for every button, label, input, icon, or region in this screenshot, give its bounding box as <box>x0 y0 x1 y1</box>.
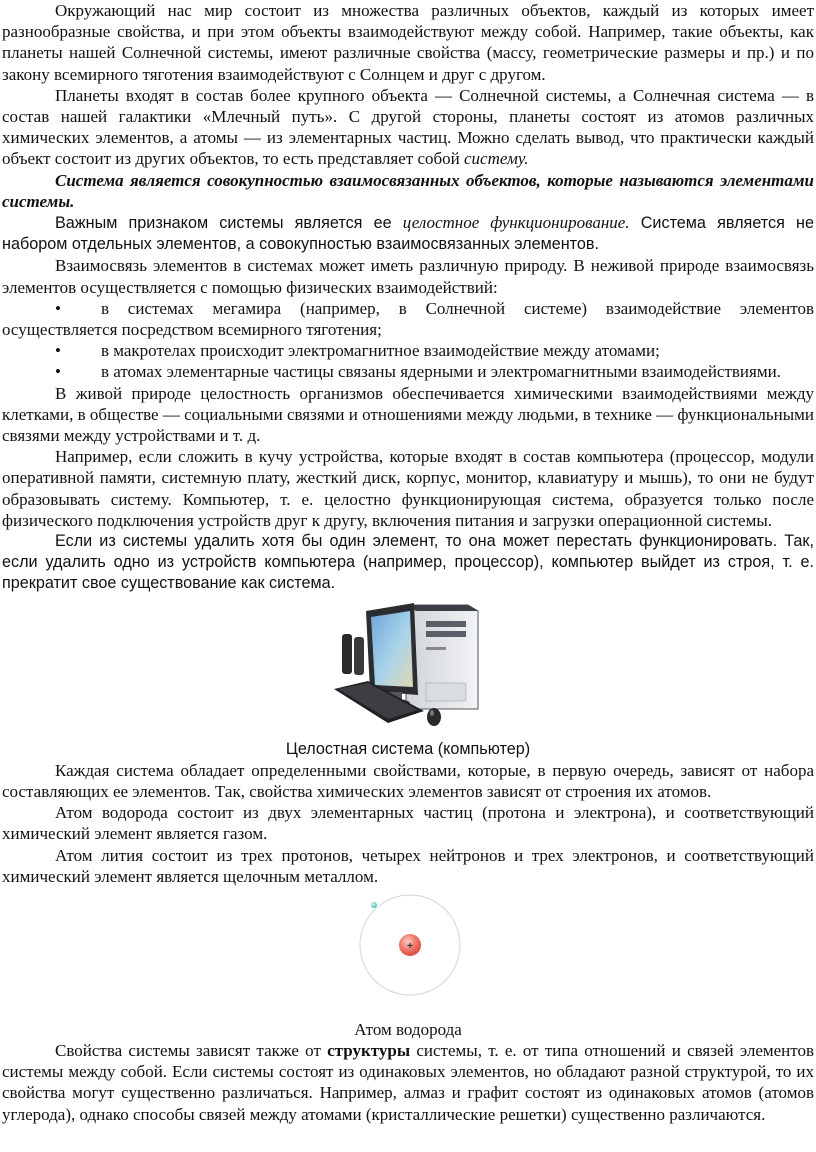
paragraph-planets-text: Планеты входят в состав более крупного объекта — Солнечной системы, а Солнечная система — в состав нашей галактики «Млечный путь». С другой стороны, планеты состоят из атомов различных химических элементов, а атомы — из элементарных частиц. Можно сделать вывод, что практически каждый объект состоит из других объектов, то есть представляет собой <box>2 85 814 169</box>
monitor-screen <box>371 611 413 687</box>
term-integral-functioning: целостное функционирование. <box>402 213 630 233</box>
atom-figure <box>2 889 814 1019</box>
bullet-text: в атомах элементарные частицы связаны ядерными и электромагнитными взаимодействиями. <box>100 362 781 382</box>
term-system: систему. <box>463 149 529 169</box>
bullet-item-macrobodies <box>2 340 814 361</box>
paragraph-structure <box>2 1040 814 1125</box>
bullet-item-megaworld <box>2 298 814 340</box>
electron <box>371 902 377 908</box>
bullet-text: в макротелах происходит электромагнитное взаимодействие между атомами; <box>100 341 660 361</box>
bullet-text: в системах мегамира (например, в Солнечной системе) взаимодействие элементов осуществляется посредством всемирного тяготения; <box>2 298 814 340</box>
computer-figure <box>2 599 814 739</box>
bullet-mark: • <box>55 341 61 361</box>
integrity-text-b: Система является не набором отдельных элементов, а совокупностью взаимосвязанных элементов. <box>2 214 814 254</box>
bullet-item-atoms <box>2 361 814 382</box>
bullet-mark: • <box>55 298 61 318</box>
paragraph-interaction: Взаимосвязь элементов в системах может иметь различную природу. В неживой природе взаимосвязь элементов осуществляется с помощью физических взаимодействий: <box>2 256 814 297</box>
bullet-mark: • <box>55 362 61 382</box>
hydrogen-atom-illustration <box>2 889 816 1017</box>
paragraph-living-nature: В живой природе целостность организмов обеспечивается химическими взаимодействиями между клетками, в обществе — социальными связями и отношениями между людьми, в технике — функциональными связями между устройствами и т. д. <box>2 383 814 446</box>
structure-text-a: Свойства системы зависят также от <box>55 1040 328 1060</box>
paragraph-system-properties: Каждая система обладает определенными свойствами, которые, в первую очередь, зависят от набора составляющих ее элементов. Так, свойства химических элементов зависят от строения их атомов. <box>2 760 814 801</box>
speaker-right <box>354 637 364 675</box>
term-structure: структуры <box>327 1040 411 1060</box>
paragraph-lithium: Атом лития состоит из трех протонов, четырех нейтронов и трех электронов, и соответствующий химический элемент является щелочным металлом. <box>2 845 814 886</box>
paragraph-computer-example: Например, если сложить в кучу устройства, которые входят в состав компьютера (процессор, модули оперативной памяти, системную плату, жесткий диск, корпус, монитор, клавиатуру и мышь), то они не будут образовывать систему. Компьютер, т. е. целостно функционирующая система, образуется только после физического подключения устройств друг к другу, включения питания и загрузки операционной системы. <box>2 447 814 530</box>
paragraph-hydrogen: Атом водорода состоит из двух элементарных частиц (протона и электрона), и соответствующий химический элемент является газом. <box>2 803 814 844</box>
caption-atom: Атом водорода <box>354 1019 462 1039</box>
paragraph-remove-element: Если из системы удалить хотя бы один элемент, то она может перестать функционировать. Так, если удалить одно из устройств компьютера (например, процессор), компьютер выйдет из строя, т. е. прекратит свое существование как система. <box>2 532 814 593</box>
caption-computer: Целостная система (компьютер) <box>285 739 531 758</box>
paragraph-planets <box>2 85 814 170</box>
computer-illustration <box>328 599 488 737</box>
integrity-text-a: Важным признаком системы является ее <box>55 214 403 233</box>
mouse <box>427 708 441 726</box>
paragraph-integrity <box>2 212 814 255</box>
proton-plus-sign: + <box>407 940 413 952</box>
paragraph-intro: Окружающий нас мир состоит из множества различных объектов, каждый из которых имеет разнообразные свойства, и при этом объекты взаимодействуют между собой. Например, такие объекты, как планеты нашей Солнечной системы, имеют различные свойства (массу, геометрические размеры и пр.) и по закону всемирного тяготения взаимодействуют с Солнцем и друг с другом. <box>2 1 814 84</box>
definition-system: Система является совокупностью взаимосвязанных объектов, которые называются элементами системы. <box>2 170 814 211</box>
structure-text-b: системы, т. е. от типа отношений и связей элементов системы между собой. Если системы состоят из одинаковых элементов, но обладают разной структурой, то их свойства могут существенно различаться. Например, алмаз и графит состоят из одинаковых атомов (атомов углерода), однако способы связей между атомами (кристаллические решетки) существенно различаются. <box>2 1040 815 1124</box>
speaker-left <box>342 634 352 674</box>
